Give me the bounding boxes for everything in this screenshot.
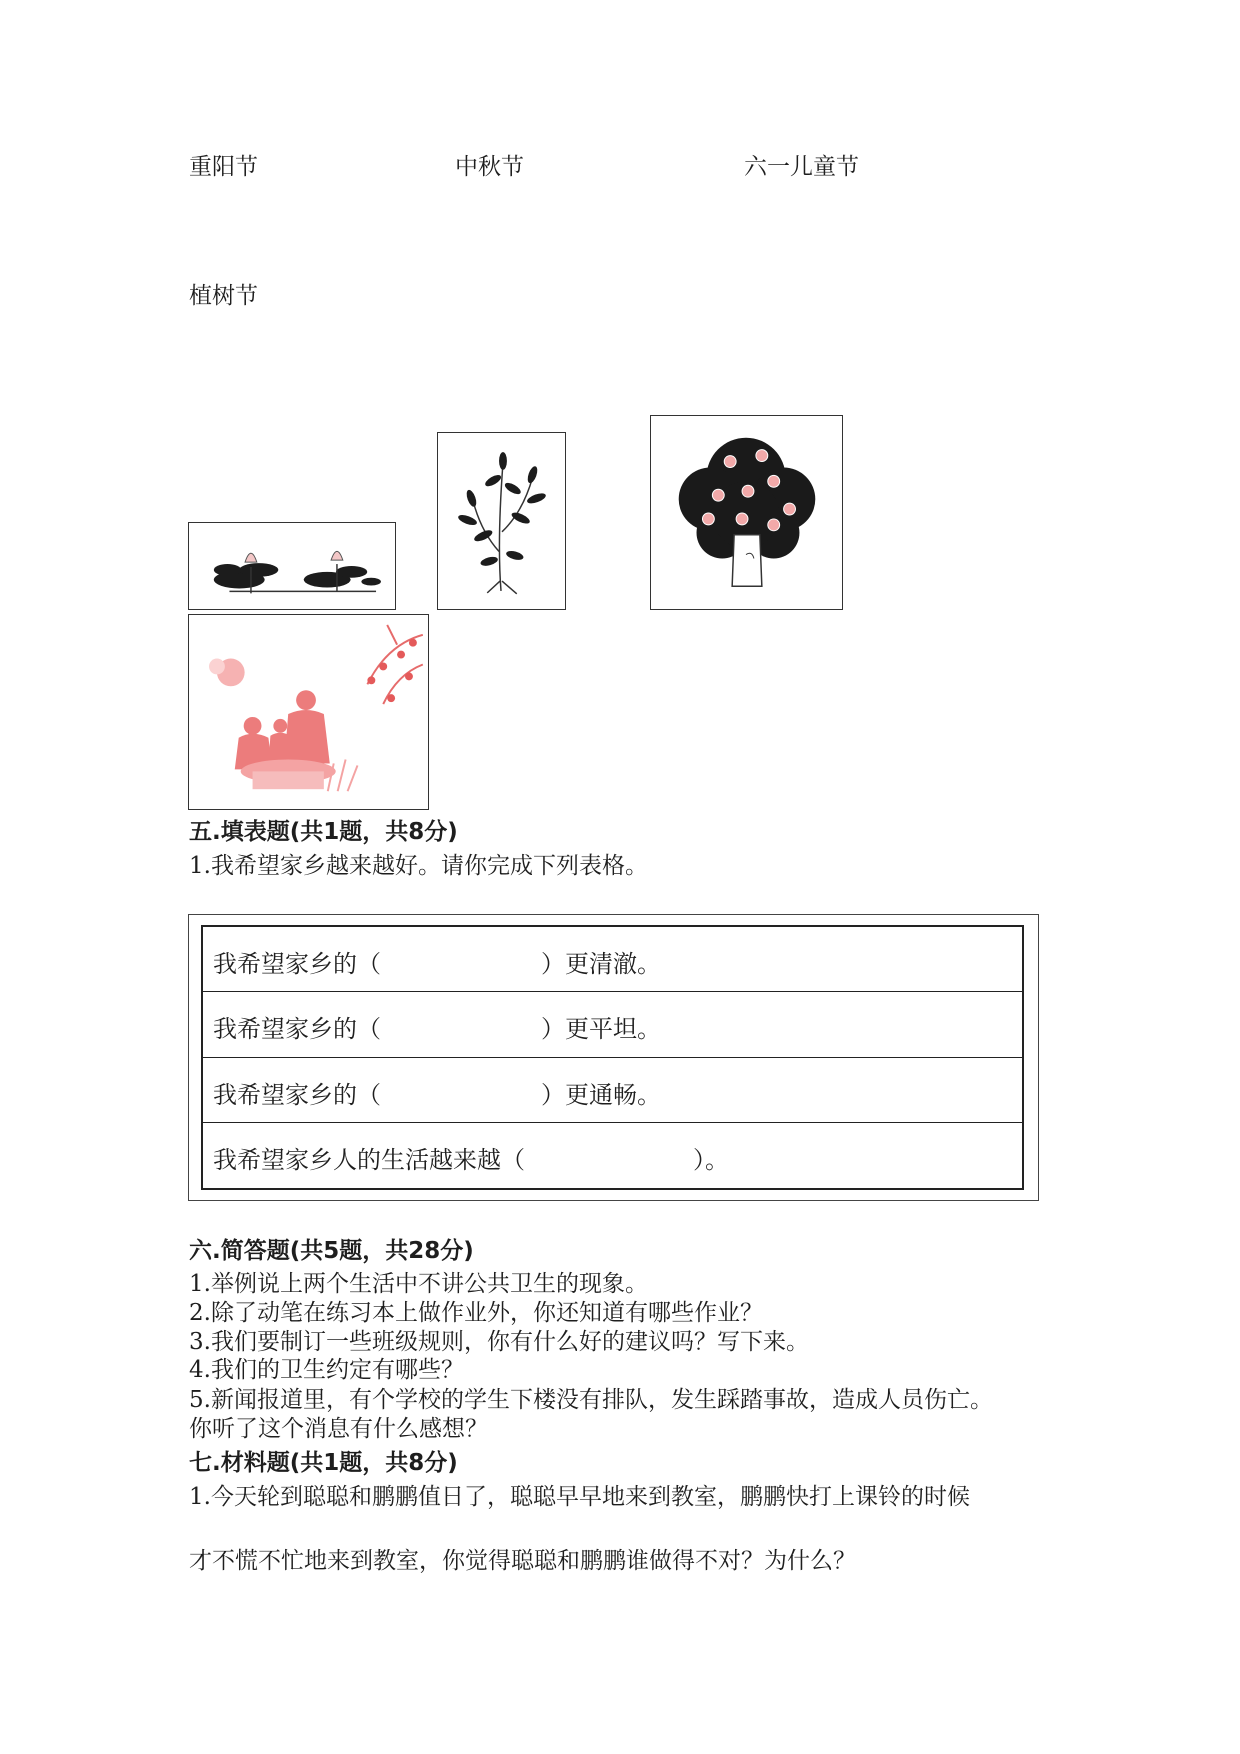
question-text: 1.我希望家乡越来越好。请你完成下列表格。 xyxy=(189,853,648,879)
plant-icon xyxy=(438,433,565,609)
answer-table-frame xyxy=(188,914,1039,1201)
row-suffix: ）更通畅。 xyxy=(541,1080,661,1109)
fruit-tree-picture xyxy=(650,415,843,610)
row-suffix: ）。 xyxy=(693,1145,729,1174)
section-heading-material: 七.材料题(共1题，共8分) xyxy=(189,1450,458,1476)
question-line: 3.我们要制订一些班级规则，你有什么好的建议吗？写下来。 xyxy=(189,1329,809,1355)
row-suffix: ）更平坦。 xyxy=(541,1015,661,1044)
table-row xyxy=(203,1058,1022,1123)
question-line: 5.新闻报道里，有个学校的学生下楼没有排队，发生踩踏事故，造成人员伤亡。 xyxy=(189,1387,993,1413)
row-prefix: 我希望家乡的（ xyxy=(213,950,381,978)
moon-family-picture xyxy=(188,614,429,810)
question-line: 你听了这个消息有什么感想？ xyxy=(189,1416,488,1442)
section-heading-fill-table: 五.填表题(共1题，共8分) xyxy=(189,819,458,845)
table-row xyxy=(203,992,1022,1057)
table-row xyxy=(203,927,1022,992)
lotus-icon xyxy=(189,523,395,609)
answer-table xyxy=(201,925,1024,1190)
lotus-picture xyxy=(188,522,396,610)
question-line: 2.除了动笔在练习本上做作业外，你还知道有哪些作业？ xyxy=(189,1300,763,1326)
row-prefix: 我希望家乡的（ xyxy=(213,1015,381,1044)
question-line: 1.举例说上两个生活中不讲公共卫生的现象。 xyxy=(189,1271,648,1297)
festival-label-arbor-day: 植树节 xyxy=(189,283,258,309)
mid-autumn-family-icon xyxy=(189,615,428,809)
festival-label-zhongqiu: 中秋节 xyxy=(455,154,524,180)
festival-label-chongyang: 重阳节 xyxy=(189,154,258,180)
row-prefix: 我希望家乡的（ xyxy=(213,1080,381,1109)
table-row xyxy=(203,1123,1022,1188)
plant-picture xyxy=(437,432,566,610)
row-suffix: ）更清澈。 xyxy=(541,950,661,978)
section-heading-short-answer: 六.简答题(共5题，共28分) xyxy=(189,1238,474,1264)
festival-label-childrens-day: 六一儿童节 xyxy=(744,154,859,180)
fruit-tree-icon xyxy=(651,416,842,609)
question-line: 才不慌不忙地来到教室，你觉得聪聪和鹏鹏谁做得不对？为什么？ xyxy=(189,1548,856,1574)
question-line: 4.我们的卫生约定有哪些？ xyxy=(189,1357,464,1383)
row-prefix: 我希望家乡人的生活越来越（ xyxy=(213,1145,525,1174)
question-line: 1.今天轮到聪聪和鹏鹏值日了，聪聪早早地来到教室，鹏鹏快打上课铃的时候 xyxy=(189,1484,970,1510)
